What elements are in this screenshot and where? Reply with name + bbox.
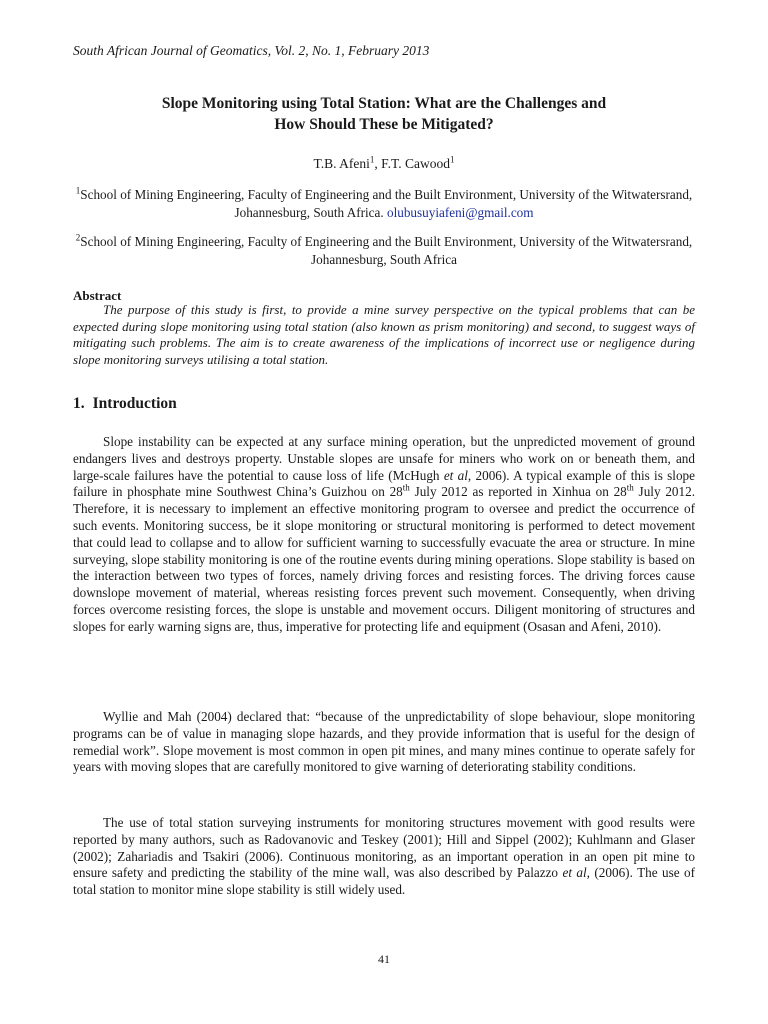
paragraph-text: The use of total station surveying instruments for monitoring structures movement with good results were reported by many authors, such as Radovanovic and Teskey (2001); Hill and Sippel (2002); Kuhlmann and Glaser (2002); Zahariadis and Tsakiri (2006). Continuous monitoring, as an important operation in an open pit mine to ensure safety and predicting the stability of the mine wall, was also described by Palazzo xyxy=(73,815,695,881)
author-affiliation-mark: 1 xyxy=(449,154,455,165)
abstract-heading: Abstract xyxy=(73,288,122,303)
section-title: Introduction xyxy=(92,395,177,412)
author-name: T.B. Afeni xyxy=(313,156,370,171)
author-separator: , xyxy=(374,156,382,171)
journal-header: South African Journal of Geomatics, Vol. 2, No. 1, February 2013 xyxy=(73,43,430,58)
citation-et-al: et al, xyxy=(562,865,590,881)
title-line-2: How Should These be Mitigated? xyxy=(274,116,494,133)
paragraph-text: July 2012. Therefore, it is necessary to implement an effective monitoring program to oversee and predict the occurrence of such events. Monitoring success, be it slope monitoring or structural monitoring is performed to detect movement that could lead to collapse and to allow for sufficient warning to successfully evacuate the area or structure. In mine surveying, slope stability monitoring is one of the routine events during mining operations. Slope stability is based on the interaction between two types of forces, namely driving forces and resisting forces. The driving forces cause downslope movement of material, whereas resisting forces prevent such movement. Consequently, when driving forces overcome resisting forces, the slope is unstable and movement occurs. Diligent monitoring of structures and slopes for early warning signs are, thus, imperative for protecting life and equipment (Osasan and Afeni, 2010). xyxy=(73,484,695,634)
affiliation-text: School of Mining Engineering, Faculty of Engineering and the Built Environment, University of the Witwatersrand, Johannesburg, South Africa xyxy=(80,234,693,267)
author-email: olubusuyiafeni@gmail.com xyxy=(386,205,534,220)
affiliation-text: School of Mining Engineering, Faculty of Engineering and the Built Environment, University of the Witwatersrand, Johannesburg, South Africa. xyxy=(80,187,693,220)
author-affiliation-mark: 1 xyxy=(369,154,375,165)
citation-et-al: et al xyxy=(443,467,468,483)
ordinal-suffix: th xyxy=(626,483,634,493)
ordinal-suffix: th xyxy=(402,483,410,493)
abstract-text: The purpose of this study is first, to provide a mine survey perspective on the typical problems that can be expected during slope monitoring using total station (also known as prism monitoring) and second, to suggest ways of mitigating such problems. The aim is to create awareness of the implications of incorrect use or negligence during slope monitoring surveys utilising a total station. xyxy=(73,302,695,367)
section-heading xyxy=(73,395,177,413)
page-number: 41 xyxy=(378,952,390,966)
affiliation-2 xyxy=(72,233,696,269)
section-number: 1. xyxy=(73,395,85,412)
paper-title xyxy=(60,93,708,135)
affiliation-mark: 2 xyxy=(75,232,81,243)
body-paragraph-1 xyxy=(73,434,695,636)
paragraph-text: , 2006). A typical example of this is slope failure in phosphate mine Southwest China’s Guizhou on 28 xyxy=(73,467,695,500)
body-paragraph-3 xyxy=(73,815,695,899)
body-paragraph-2: Wyllie and Mah (2004) declared that: “because of the unpredictability of slope behaviour, slope monitoring programs can be of value in managing slope hazards, and they provide information that is useful for the design of remedial work”. Slope movement is most common in open pit mines, and many mines continue to operate safely for years with moving slopes that are carefully monitored to give warning of deteriorating stability conditions. xyxy=(73,709,695,775)
paragraph-text: Slope instability can be expected at any surface mining operation, but the unpredicted movement of ground endangers lives and destroys property. Unstable slopes are unsafe for miners who work on or beneath them, and large-scale failures have the potential to cause loss of life (McHugh xyxy=(73,434,695,483)
affiliation-mark: 1 xyxy=(75,185,81,196)
author-name: F.T. Cawood xyxy=(381,156,450,171)
affiliation-1 xyxy=(72,186,696,222)
paragraph-text: (2006). The use of total station to monitor mine slope stability is still widely used. xyxy=(73,865,696,898)
paragraph-text: July 2012 as reported in Xinhua on 28 xyxy=(409,484,627,500)
title-line-1: Slope Monitoring using Total Station: What are the Challenges and xyxy=(161,95,607,112)
author-list xyxy=(60,156,708,172)
